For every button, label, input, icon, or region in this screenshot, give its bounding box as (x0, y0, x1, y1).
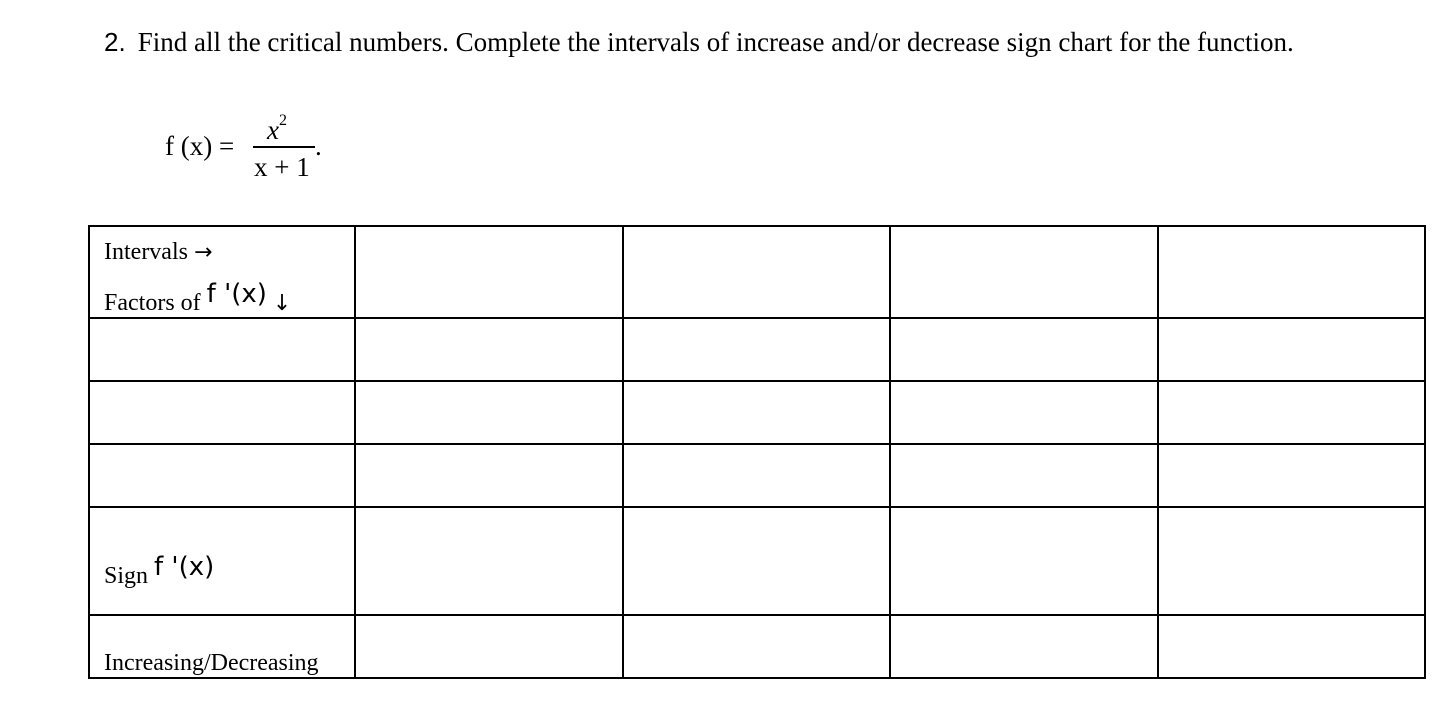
down-arrow-icon: ↓ (272, 291, 292, 316)
table-cell[interactable] (355, 226, 623, 318)
numerator-exponent: 2 (278, 112, 287, 129)
table-row-intervals (89, 226, 1425, 318)
table-cell[interactable] (890, 226, 1158, 318)
numerator-variable: x (267, 115, 279, 145)
right-arrow-icon: → (193, 240, 213, 265)
header-cell (89, 226, 355, 318)
table-cell[interactable] (890, 507, 1158, 615)
table-cell[interactable] (890, 444, 1158, 507)
table-cell[interactable] (355, 381, 623, 444)
incdec-label: Increasing/Decreasing (104, 650, 319, 676)
table-row-incdec (89, 615, 1425, 678)
formula-numerator (267, 112, 287, 146)
formula-denominator: x + 1 (254, 152, 310, 182)
table-cell[interactable] (355, 318, 623, 381)
table-cell[interactable] (1158, 444, 1426, 507)
table-cell[interactable] (1158, 381, 1426, 444)
fprime-symbol: f '(x) (206, 279, 267, 309)
table-cell[interactable] (623, 444, 891, 507)
table-cell[interactable] (355, 615, 623, 678)
table-cell[interactable] (623, 381, 891, 444)
table-cell[interactable] (623, 615, 891, 678)
function-formula (165, 108, 345, 190)
formula-period: . (315, 131, 322, 161)
question-text (104, 24, 1334, 60)
table-cell[interactable] (89, 381, 355, 444)
incdec-label-cell (89, 615, 355, 678)
table-row (89, 381, 1425, 444)
table-cell[interactable] (890, 318, 1158, 381)
table-cell[interactable] (623, 226, 891, 318)
sign-label: Sign (104, 563, 149, 589)
table-cell[interactable] (355, 444, 623, 507)
table-row (89, 444, 1425, 507)
table-cell[interactable] (1158, 615, 1426, 678)
sign-fprime-symbol: f '(x) (154, 552, 215, 582)
sign-label-cell (89, 507, 355, 615)
table-cell[interactable] (1158, 507, 1426, 615)
table-cell[interactable] (89, 318, 355, 381)
table-cell[interactable] (1158, 226, 1426, 318)
table-row-sign (89, 507, 1425, 615)
factors-label: Factors of (104, 290, 201, 316)
sign-chart-table (88, 225, 1426, 679)
fraction-bar (253, 146, 315, 148)
table-cell[interactable] (1158, 318, 1426, 381)
table-cell[interactable] (890, 615, 1158, 678)
formula-lhs: f (x) = (165, 131, 235, 161)
intervals-label: Intervals (104, 239, 188, 265)
table-row (89, 318, 1425, 381)
question-number: 2. (104, 27, 126, 57)
question-prompt: Find all the critical numbers. Complete the intervals of increase and/or decrease sign chart for the function. (137, 27, 1294, 57)
table-cell[interactable] (890, 381, 1158, 444)
table-cell[interactable] (355, 507, 623, 615)
table-cell[interactable] (89, 444, 355, 507)
table-cell[interactable] (623, 507, 891, 615)
table-cell[interactable] (623, 318, 891, 381)
